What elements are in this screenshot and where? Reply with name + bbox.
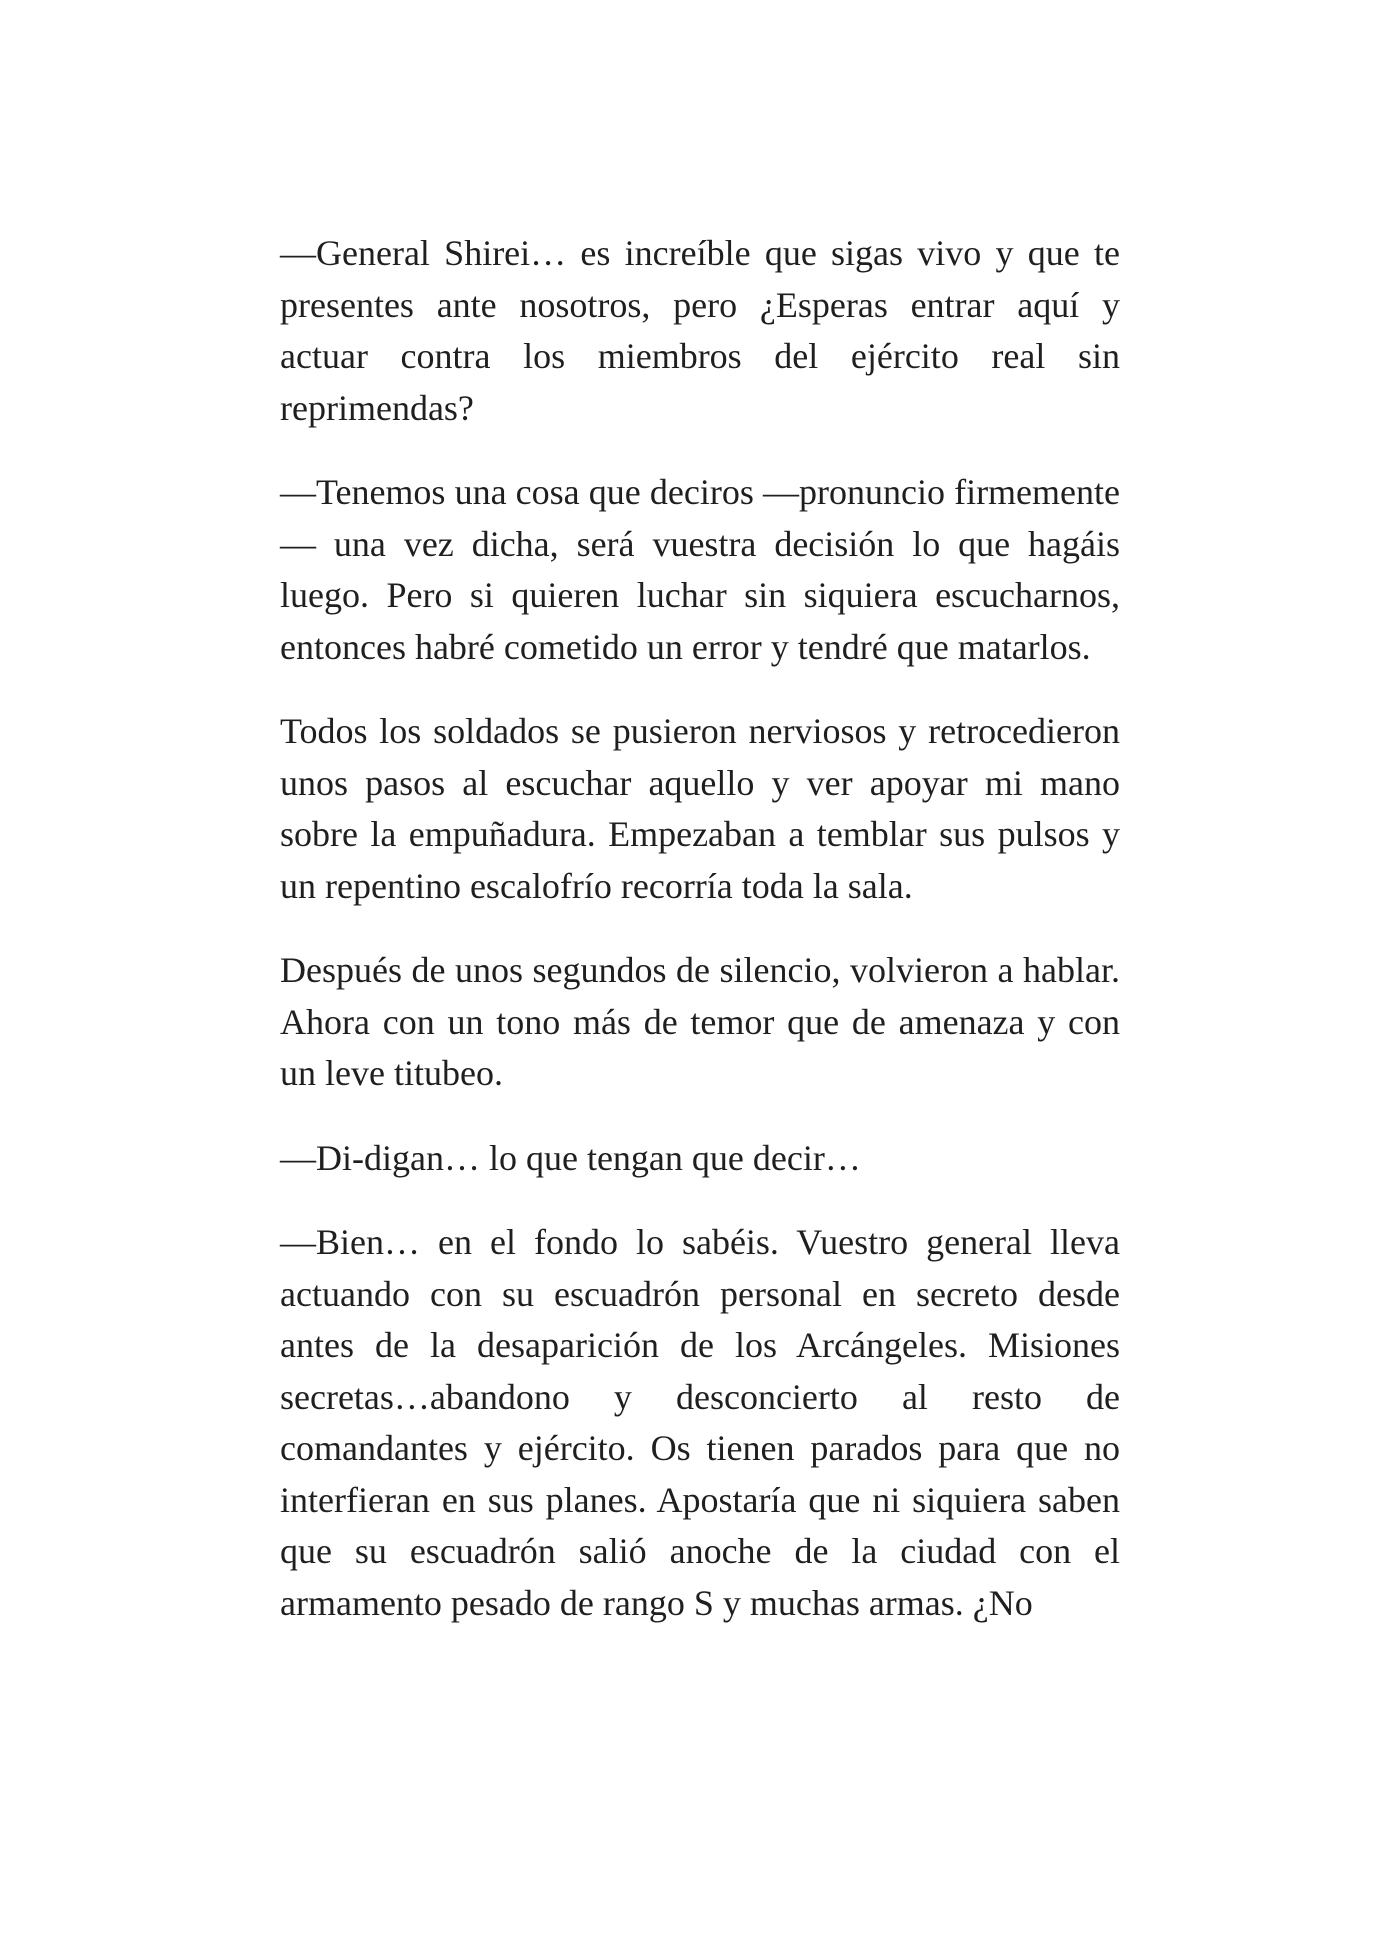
paragraph-1: —General Shirei… es increíble que sigas vivo y que te presentes ante nosotros, pero ¿Esperas entrar aquí y actuar contra los miembros del ejército real sin reprimendas?	[280, 233, 1120, 428]
text-column	[280, 228, 1120, 1629]
paragraph-3: Todos los soldados se pusieron nerviosos y retrocedieron unos pasos al escuchar aquello y ver apoyar mi mano sobre la empuñadura. Empezaban a temblar sus pulsos y un repentino escalofrío recorría toda la sala.	[280, 711, 1120, 906]
paragraph-5: —Di-digan… lo que tengan que decir…	[280, 1137, 861, 1178]
paragraph-2: —Tenemos una cosa que deciros —pronuncio firmemente— una vez dicha, será vuestra decisión lo que hagáis luego. Pero si quieren luchar sin siquiera escucharnos, entonces habré cometido un error y tendré que matarlos.	[280, 472, 1120, 667]
paragraph-4: Después de unos segundos de silencio, volvieron a hablar. Ahora con un tono más de temor que de amenaza y con un leve titubeo.	[280, 950, 1120, 1093]
paragraph-6: —Bien… en el fondo lo sabéis. Vuestro general lleva actuando con su escuadrón personal en secreto desde antes de la desaparición de los Arcángeles. Misiones secretas…abandono y desconcierto al resto de comandantes y ejército. Os tienen parados para que no interfieran en sus planes. Apostaría que ni siquiera saben que su escuadrón salió anoche de la ciudad con el armamento pesado de rango S y muchas armas. ¿No	[280, 1222, 1120, 1623]
